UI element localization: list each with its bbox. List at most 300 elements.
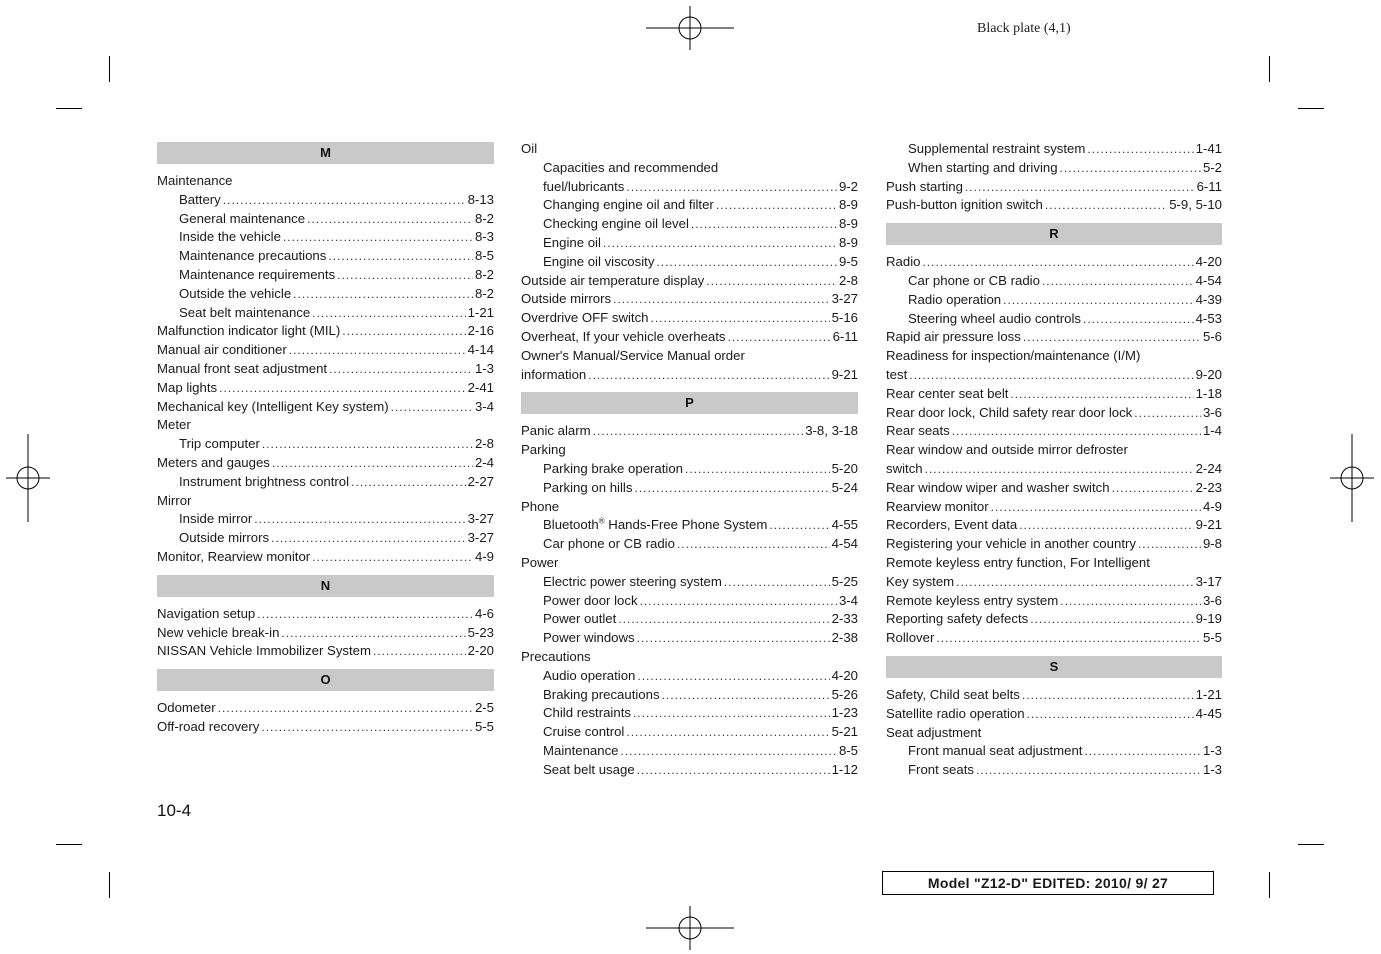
index-subentry	[521, 215, 858, 234]
entry-page-ref: 2-20	[467, 643, 494, 659]
index-entry	[886, 592, 1222, 611]
section-header-o: O	[157, 669, 494, 691]
entry-text: Front manual seat adjustment	[908, 743, 1083, 759]
entry-page-ref: 2-33	[831, 611, 858, 627]
entry-text: Maintenance	[543, 742, 619, 758]
entry-text: Car phone or CB radio	[543, 536, 675, 552]
registration-mark-right-icon	[1330, 434, 1374, 522]
leader-dots	[616, 610, 829, 629]
leader-dots	[586, 366, 829, 385]
leader-dots	[611, 290, 829, 309]
section-header-m: M	[157, 142, 494, 164]
leader-dots	[591, 422, 804, 441]
section-header-p: P	[521, 392, 858, 414]
registration-mark-left-icon	[6, 434, 50, 522]
entry-text: Rear door lock, Child safety rear door lock	[886, 404, 1133, 420]
registration-mark-bottom-icon	[646, 906, 734, 950]
entry-text: NISSAN Vehicle Immobilizer System	[157, 643, 371, 659]
entry-page-ref: 4-54	[1195, 272, 1222, 288]
entry-page-ref: 3-6	[1202, 592, 1222, 608]
entry-text: General maintenance	[179, 210, 306, 226]
leader-dots	[1017, 516, 1193, 535]
index-entry	[521, 366, 858, 385]
entry-label	[521, 422, 591, 441]
index-subentry	[521, 178, 858, 197]
entry-page-ref: 3-4	[474, 398, 494, 414]
entry-label	[157, 360, 327, 379]
index-entry	[886, 385, 1222, 404]
index-entry	[886, 366, 1222, 385]
leader-dots	[291, 285, 473, 304]
entry-page-ref: 1-3	[474, 360, 494, 376]
entry-text: test	[886, 366, 908, 382]
leader-dots	[259, 718, 473, 737]
entry-page-ref: 3-27	[467, 511, 494, 527]
entry-page-ref: 6-11	[1196, 178, 1222, 194]
entry-text: Outside the vehicle	[179, 285, 292, 301]
entry-text: Power windows	[543, 630, 635, 646]
leader-dots	[349, 473, 466, 492]
index-subentry	[886, 761, 1222, 780]
section-header-n: N	[157, 575, 494, 597]
index-subentry	[521, 460, 858, 479]
index-subentry	[521, 592, 858, 611]
leader-dots	[1021, 328, 1201, 347]
entry-page-ref: 8-9	[838, 197, 858, 213]
index-entry	[886, 516, 1222, 535]
leader-dots	[624, 178, 837, 197]
entry-text: Outside air temperature display	[521, 272, 705, 288]
index-subentry	[157, 191, 494, 210]
entry-page-ref: 4-53	[1195, 310, 1222, 326]
entry-label	[157, 454, 270, 473]
index-entry	[521, 648, 858, 667]
index-entry	[886, 554, 1222, 573]
entry-text: Navigation setup	[157, 605, 256, 621]
entry-text: Reporting safety defects	[886, 611, 1029, 627]
index-entry	[521, 441, 858, 460]
entry-text: Cruise control	[543, 724, 625, 740]
index-entry	[521, 309, 858, 328]
entry-text: Power outlet	[543, 611, 617, 627]
entry-text: Bluetooth	[543, 517, 599, 533]
entry-page-ref: 4-9	[474, 548, 494, 564]
entry-page-ref: 4-39	[1195, 291, 1222, 307]
crop-mark	[109, 872, 110, 898]
entry-label	[179, 266, 335, 285]
entry-label	[886, 422, 950, 441]
leader-dots	[269, 529, 465, 548]
entry-label	[543, 573, 722, 592]
leader-dots	[974, 761, 1201, 780]
entry-page-ref: 9-8	[1202, 536, 1222, 552]
entry-text: Mirror	[157, 492, 192, 508]
entry-label	[157, 172, 233, 191]
entry-label	[543, 196, 714, 215]
entry-page-ref: 4-20	[831, 667, 858, 683]
entry-page-ref: 5-9, 5-10	[1169, 197, 1222, 213]
index-entry	[886, 535, 1222, 554]
entry-label	[543, 592, 638, 611]
index-entry	[521, 498, 858, 517]
entry-text: Radio	[886, 254, 921, 270]
leader-dots	[923, 460, 1194, 479]
entry-text: Mechanical key (Intelligent Key system)	[157, 398, 389, 414]
entry-page-ref: 9-19	[1195, 611, 1222, 627]
leader-dots	[221, 191, 466, 210]
index-entry	[521, 290, 858, 309]
index-entry	[886, 610, 1222, 629]
entry-text: Push starting	[886, 178, 963, 194]
index-subentry	[157, 285, 494, 304]
leader-dots	[340, 322, 465, 341]
crop-mark	[56, 108, 82, 109]
leader-dots	[963, 178, 1195, 197]
crop-mark	[1298, 108, 1324, 109]
leader-dots	[950, 422, 1201, 441]
entry-text: Maintenance precautions	[179, 248, 327, 264]
leader-dots	[217, 379, 465, 398]
crop-mark	[1298, 844, 1324, 845]
entry-label	[908, 159, 1058, 178]
leader-dots	[635, 629, 830, 648]
leader-dots	[326, 247, 473, 266]
entry-page-ref: 5-5	[1202, 630, 1222, 646]
index-entry	[886, 573, 1222, 592]
entry-text: Audio operation	[543, 667, 636, 683]
entry-text: Panic alarm	[521, 423, 591, 439]
entry-page-ref: 4-9	[1202, 498, 1222, 514]
entry-page-ref: 9-21	[831, 366, 858, 382]
index-subentry	[521, 535, 858, 554]
index-column-2	[521, 140, 858, 780]
entry-text: Seat adjustment	[886, 724, 982, 740]
index-subentry	[521, 704, 858, 723]
entry-text: Seat belt usage	[543, 761, 635, 777]
entry-page-ref: 9-5	[838, 253, 858, 269]
index-entry	[886, 460, 1222, 479]
entry-label	[886, 347, 1140, 366]
entry-label	[886, 498, 989, 517]
index-entry	[157, 379, 494, 398]
leader-dots	[327, 360, 473, 379]
entry-label	[543, 178, 624, 197]
entry-text: Overheat, If your vehicle overheats	[521, 328, 726, 344]
index-entry	[886, 686, 1222, 705]
leader-dots	[1136, 535, 1201, 554]
index-subentry	[157, 435, 494, 454]
index-entry	[157, 360, 494, 379]
leader-dots	[1025, 705, 1194, 724]
entry-text: Child restraints	[543, 705, 631, 721]
entry-text: New vehicle break-in	[157, 624, 280, 640]
entry-page-ref: 2-5	[474, 700, 494, 716]
entry-page-ref: 1-23	[831, 705, 858, 721]
entry-text: Engine oil	[543, 234, 601, 250]
index-column-3	[886, 140, 1222, 780]
entry-label	[543, 215, 689, 234]
entry-page-ref: 8-2	[474, 210, 494, 226]
index-subentry	[157, 510, 494, 529]
registered-mark: ®	[598, 516, 605, 526]
entry-page-ref: 2-24	[1195, 460, 1222, 476]
entry-page-ref: 5-23	[467, 624, 494, 640]
leader-dots	[281, 228, 473, 247]
entry-text: Parking	[521, 442, 566, 458]
entry-label	[543, 742, 619, 761]
entry-label	[179, 473, 349, 492]
index-subentry	[157, 266, 494, 285]
leader-dots	[335, 266, 473, 285]
entry-page-ref: 2-8	[838, 272, 858, 288]
entry-text: Maintenance requirements	[179, 266, 336, 282]
entry-label	[157, 398, 389, 417]
index-subentry	[521, 610, 858, 629]
entry-label	[886, 479, 1110, 498]
entry-text-continued: Hands-Free Phone System	[604, 517, 768, 533]
index-subentry	[521, 159, 858, 178]
leader-dots	[601, 234, 837, 253]
index-subentry	[521, 761, 858, 780]
entry-page-ref: 1-21	[1195, 686, 1222, 702]
index-entry	[886, 724, 1222, 743]
entry-label	[157, 699, 216, 718]
entry-label	[543, 535, 675, 554]
entry-text: Overdrive OFF switch	[521, 310, 649, 326]
entry-text: Rear window and outside mirror defroster	[886, 442, 1128, 458]
leader-dots	[638, 592, 837, 611]
entry-text: Braking precautions	[543, 686, 660, 702]
entry-label	[543, 234, 601, 253]
leader-dots	[260, 435, 473, 454]
entry-label	[543, 479, 632, 498]
entry-label	[886, 554, 1150, 573]
index-entry	[157, 172, 494, 191]
entry-label	[157, 548, 310, 567]
index-subentry	[886, 291, 1222, 310]
entry-text: Maintenance	[157, 173, 233, 188]
index-subentry	[521, 723, 858, 742]
entry-text: Key system	[886, 573, 955, 589]
entry-label	[908, 310, 1081, 329]
index-entry	[886, 422, 1222, 441]
entry-label	[543, 704, 631, 723]
leader-dots	[1058, 592, 1201, 611]
leader-dots	[631, 704, 830, 723]
leader-dots	[1081, 310, 1194, 329]
entry-page-ref: 2-4	[474, 454, 494, 470]
entry-text: Trip computer	[179, 436, 260, 452]
entry-label	[886, 686, 1020, 705]
entry-label	[157, 416, 191, 435]
leader-dots	[907, 366, 1193, 385]
leader-dots	[649, 309, 830, 328]
entry-text: Power	[521, 554, 559, 570]
entry-page-ref: 8-5	[838, 742, 858, 758]
entry-label	[521, 309, 649, 328]
entry-page-ref: 1-12	[831, 761, 858, 777]
index-subentry	[886, 310, 1222, 329]
entry-page-ref: 8-13	[467, 191, 494, 207]
entry-label	[886, 516, 1017, 535]
leader-dots	[1058, 159, 1201, 178]
entry-label	[521, 441, 566, 460]
plate-label: Black plate (4,1)	[977, 21, 1071, 36]
entry-page-ref: 1-3	[1202, 743, 1222, 759]
entry-text: Checking engine oil level	[543, 216, 689, 232]
entry-text: Meters and gauges	[157, 454, 270, 470]
entry-text: Meter	[157, 417, 191, 433]
leader-dots	[255, 605, 473, 624]
leader-dots	[1085, 140, 1193, 159]
entry-label	[886, 610, 1028, 629]
entry-label	[543, 667, 635, 686]
index-subentry	[521, 667, 858, 686]
entry-text: Changing engine oil and filter	[543, 197, 714, 213]
entry-text: Battery	[179, 191, 221, 207]
index-entry	[521, 140, 858, 159]
leader-dots	[252, 510, 465, 529]
leader-dots	[279, 624, 465, 643]
entry-label	[521, 328, 726, 347]
entry-page-ref: 5-6	[1202, 329, 1222, 345]
entry-page-ref: 5-16	[831, 310, 858, 326]
entry-page-ref: 8-3	[474, 229, 494, 245]
index-subentry	[521, 742, 858, 761]
entry-text: Registering your vehicle in another country	[886, 536, 1136, 552]
crop-mark	[1269, 872, 1270, 898]
entry-text: Oil	[521, 141, 538, 156]
entry-text: Satellite radio operation	[886, 705, 1025, 721]
entry-label	[157, 379, 217, 398]
index-subentry	[157, 228, 494, 247]
index-subentry	[521, 686, 858, 705]
leader-dots	[1132, 404, 1201, 423]
leader-dots	[389, 398, 473, 417]
entry-text: Push-button ignition switch	[886, 197, 1043, 213]
entry-page-ref: 2-23	[1195, 479, 1222, 495]
entry-page-ref: 4-55	[831, 517, 858, 533]
entry-text: Radio operation	[908, 291, 1002, 307]
entry-page-ref: 5-5	[474, 718, 494, 734]
index-entry	[886, 498, 1222, 517]
entry-label	[886, 441, 1128, 460]
entry-text: Front seats	[908, 762, 974, 778]
leader-dots	[675, 535, 830, 554]
leader-dots	[660, 686, 830, 705]
entry-text: Odometer	[157, 700, 216, 716]
index-subentry	[521, 234, 858, 253]
index-entry	[886, 178, 1222, 197]
entry-text: Rear center seat belt	[886, 385, 1009, 401]
entry-text: switch	[886, 460, 923, 476]
entry-text: Instrument brightness control	[179, 473, 350, 489]
section-header-s: S	[886, 656, 1222, 678]
entry-page-ref: 8-2	[474, 266, 494, 282]
leader-dots	[689, 215, 837, 234]
entry-text: Electric power steering system	[543, 573, 722, 589]
entry-text: Rear window wiper and washer switch	[886, 479, 1110, 495]
entry-text: Remote keyless entry system	[886, 592, 1059, 608]
entry-page-ref: 8-9	[838, 216, 858, 232]
entry-text: Outside mirrors	[521, 291, 612, 307]
leader-dots	[654, 253, 837, 272]
entry-page-ref: 9-20	[1195, 366, 1222, 382]
entry-page-ref: 4-6	[474, 605, 494, 621]
index-entry	[157, 605, 494, 624]
index-subentry	[157, 529, 494, 548]
entry-label	[886, 404, 1132, 423]
entry-text: Monitor, Rearview monitor	[157, 548, 311, 564]
entry-page-ref: 2-38	[831, 630, 858, 646]
entry-text: Owner's Manual/Service Manual order	[521, 347, 745, 363]
entry-page-ref: 4-14	[467, 342, 494, 358]
entry-page-ref: 4-45	[1195, 705, 1222, 721]
entry-text: When starting and driving	[908, 159, 1058, 175]
entry-text: Outside mirrors	[179, 530, 270, 546]
entry-label	[886, 196, 1043, 215]
entry-text: Power door lock	[543, 592, 638, 608]
leader-dots	[1040, 272, 1194, 291]
entry-label	[886, 535, 1136, 554]
leader-dots	[310, 548, 473, 567]
entry-label	[179, 529, 269, 548]
entry-page-ref: 6-11	[832, 328, 858, 344]
entry-page-ref: 2-27	[467, 473, 494, 489]
leader-dots	[1020, 686, 1194, 705]
entry-label	[543, 159, 718, 178]
entry-label	[543, 610, 616, 629]
entry-label	[157, 718, 259, 737]
entry-page-ref: 8-9	[838, 234, 858, 250]
entry-label	[543, 460, 683, 479]
leader-dots	[1082, 742, 1200, 761]
entry-page-ref: 9-2	[838, 178, 858, 194]
index-entry	[157, 322, 494, 341]
leader-dots	[619, 742, 837, 761]
index-entry	[157, 341, 494, 360]
index-entry	[157, 454, 494, 473]
entry-text: information	[521, 366, 587, 382]
entry-label	[543, 723, 624, 742]
entry-text: Manual front seat adjustment	[157, 360, 328, 376]
leader-dots	[310, 304, 465, 323]
entry-label	[908, 272, 1040, 291]
entry-text: Inside the vehicle	[179, 229, 281, 245]
entry-label	[886, 328, 1021, 347]
entry-label	[521, 498, 559, 517]
registration-mark-top-icon	[646, 6, 734, 50]
section-header-r: R	[886, 223, 1222, 245]
crop-mark	[1269, 56, 1270, 82]
entry-text: Map lights	[157, 379, 218, 395]
index-subentry	[521, 196, 858, 215]
leader-dots	[632, 479, 829, 498]
index-entry	[886, 196, 1222, 215]
index-entry	[886, 629, 1222, 648]
index-entry	[886, 404, 1222, 423]
entry-label	[886, 573, 954, 592]
entry-page-ref: 9-21	[1195, 517, 1222, 533]
entry-label	[179, 435, 260, 454]
entry-label	[179, 228, 281, 247]
leader-dots	[1008, 385, 1193, 404]
entry-label	[886, 366, 907, 385]
entry-label	[521, 648, 591, 667]
index-entry	[886, 253, 1222, 272]
entry-label	[886, 460, 923, 479]
entry-text: Phone	[521, 498, 560, 514]
